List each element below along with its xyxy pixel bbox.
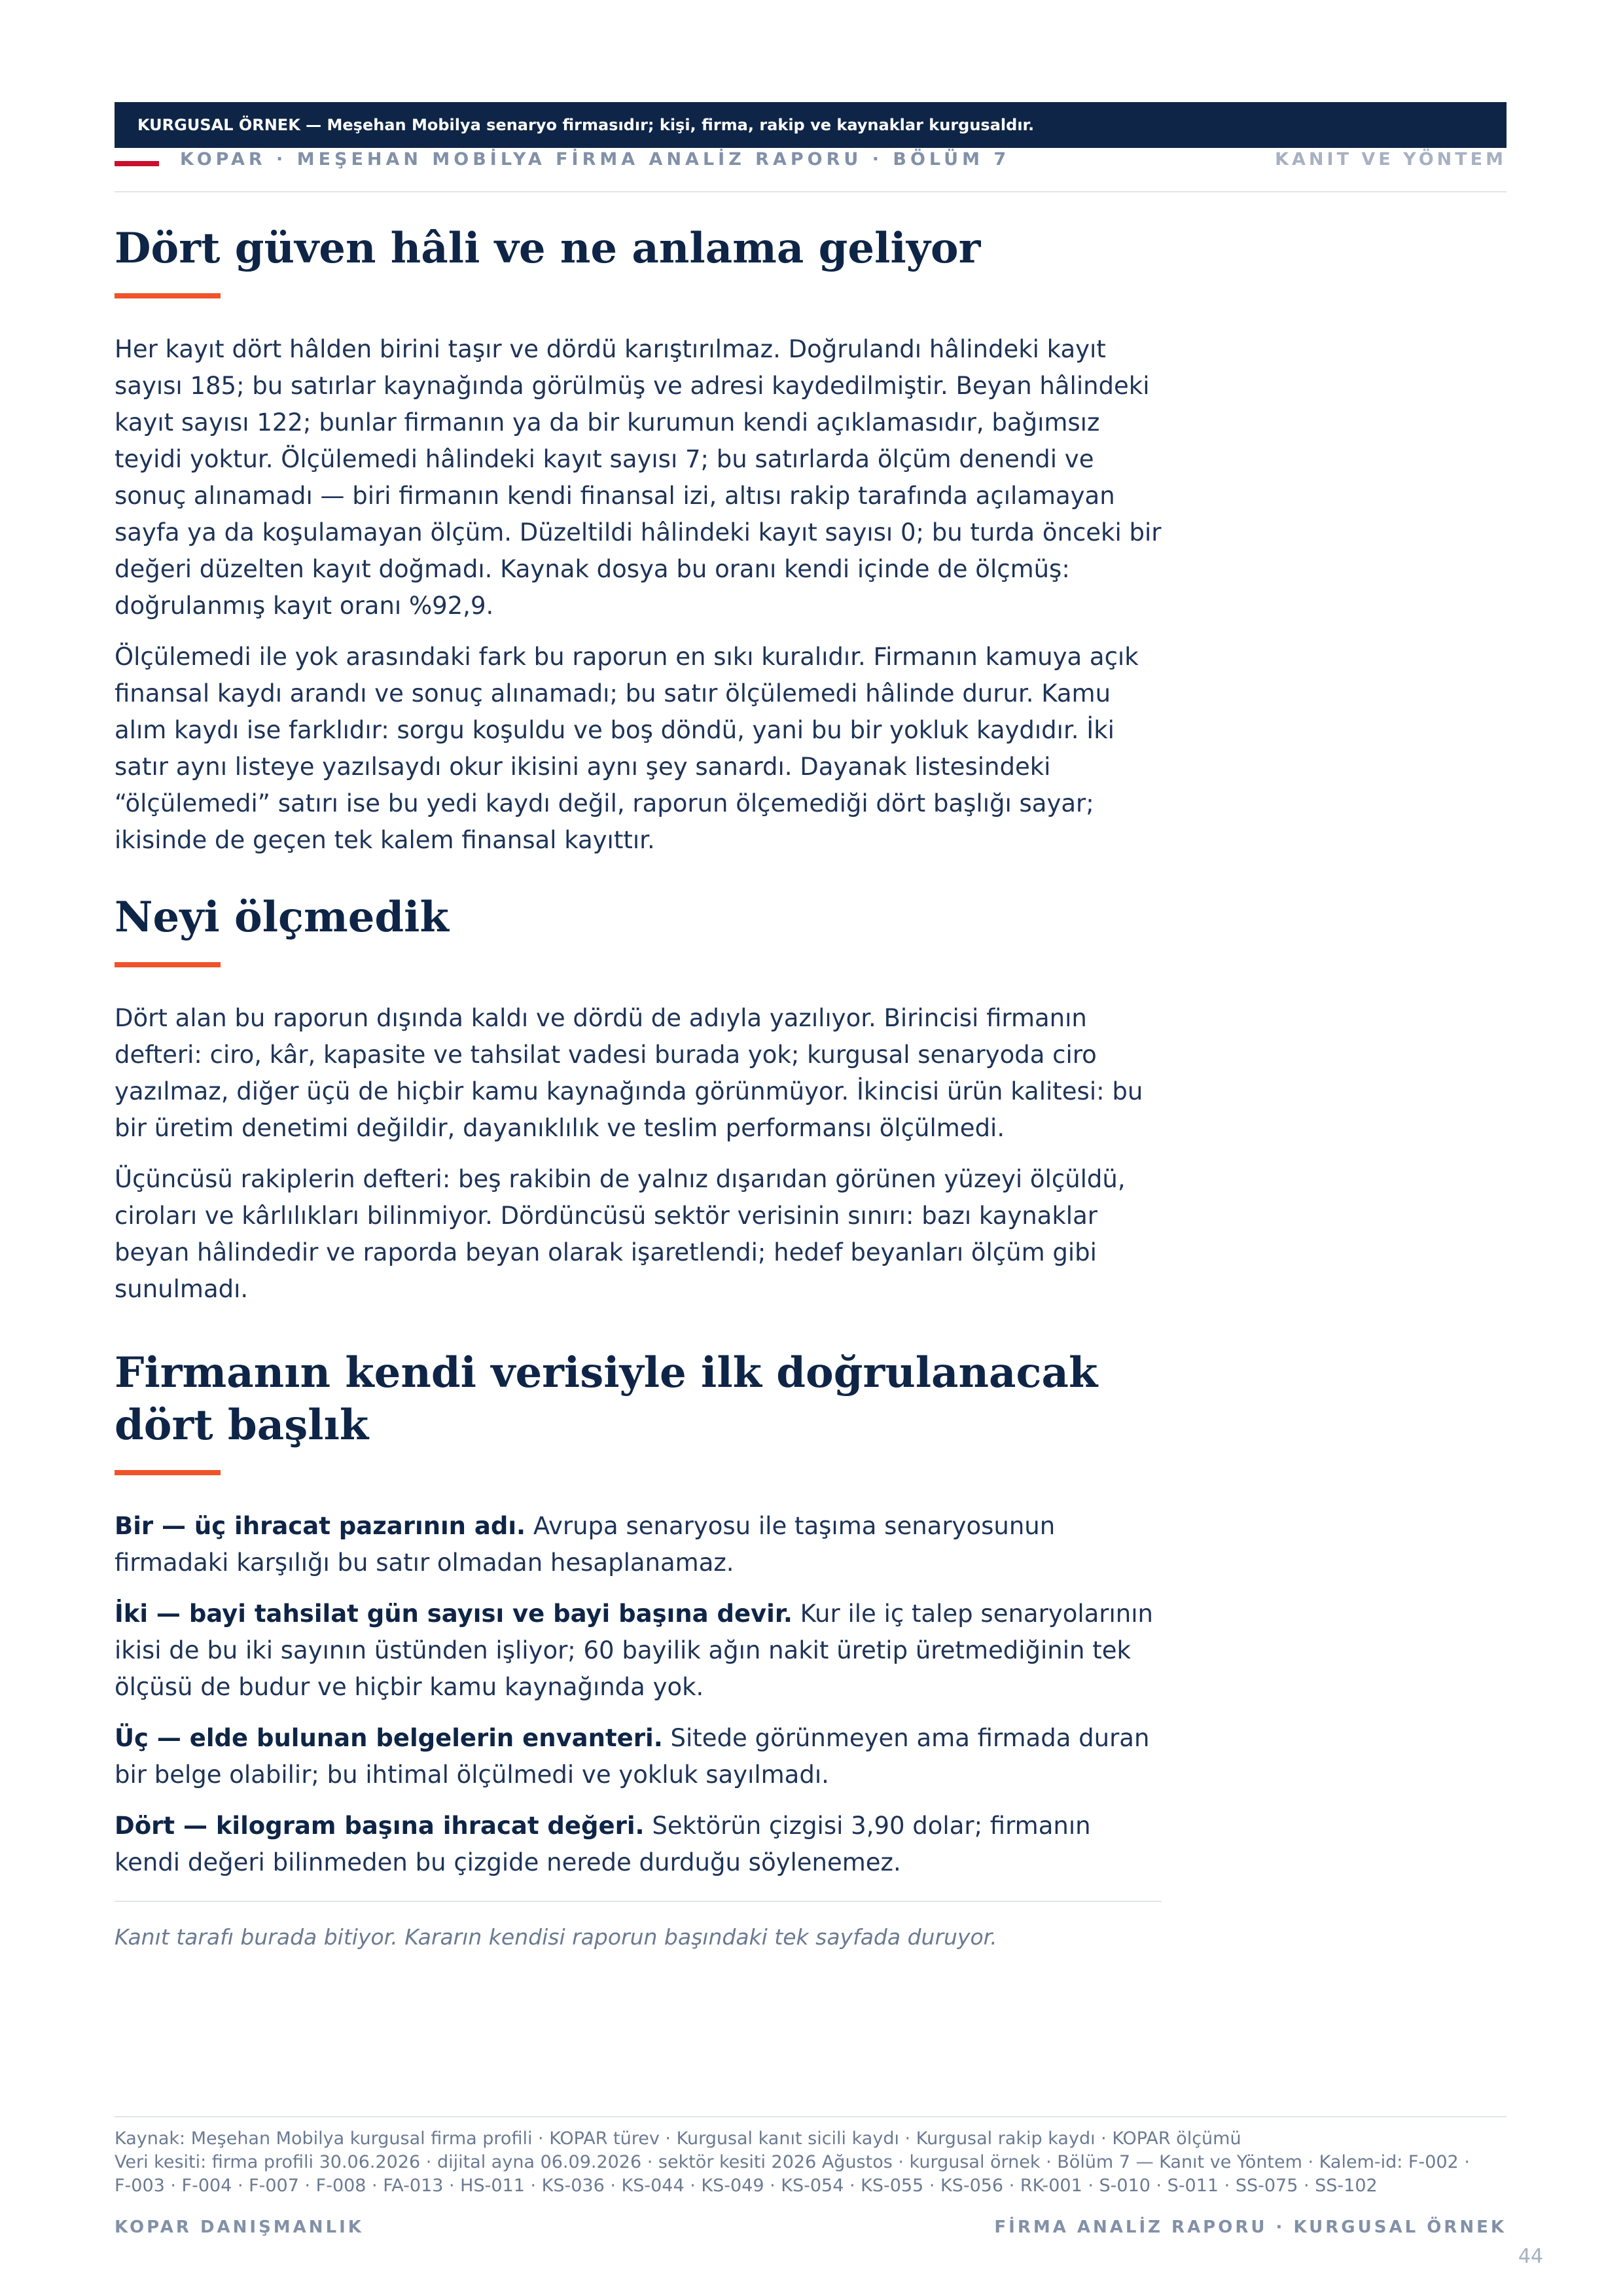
footer-divider xyxy=(115,2116,1507,2117)
item-text: Avrupa senaryosu ile taşıma senaryosunun firmadaki karşılığı bu satır olmadan hesaplanamaz. xyxy=(115,1512,1056,1577)
heading-underline xyxy=(115,293,221,298)
item-lead: Dört — kilogram başına ihracat değeri. xyxy=(115,1812,645,1840)
heading-underline xyxy=(115,962,221,967)
section-heading: Firmanın kendi verisiyle ilk doğrulanacak dört başlık xyxy=(115,1348,1098,1450)
list-item xyxy=(115,1508,1162,1581)
item-lead: İki — bayi tahsilat gün sayısı ve bayi başına devir. xyxy=(115,1600,793,1628)
end-note: Kanıt tarafı burada bitiyor. Kararın kendisi raporun başındaki tek sayfada duruyor. xyxy=(115,1924,997,1950)
footer-report-label: FİRMA ANALİZ RAPORU · KURGUSAL ÖRNEK xyxy=(994,2217,1507,2237)
main-content xyxy=(115,223,1162,1953)
body-paragraph: Her kayıt dört hâlden birini taşır ve dördü karıştırılmaz. Doğrulandı hâlindeki kayıt sayısı 185; bu satırlar kaynağında görülmüş ve adresi kaydedilmiştir. Beyan hâlindeki kayıt sayısı 122; bunlar firmanın ya da bir kurumun kendi açıklamasıdır, bağımsız teyidi yoktur. Ölçülemedi hâlindeki kayıt sayısı 7; bu satırlarda ölçüm denendi ve sonuç alınamadı — biri firmanın kendi finansal izi, altısı rakip tarafında açılamayan sayfa ya da koşulamayan ölçüm. Düzeltildi hâlindeki kayıt sayısı 0; bu turda önceki bir değeri düzelten kayıt doğmadı. Kaynak dosya bu oranı kendi içinde de ölçmüş: doğrulanmış kayıt oranı %92,9. xyxy=(115,335,1162,620)
running-header xyxy=(115,148,1507,192)
page-number: 44 xyxy=(1518,2245,1543,2268)
source-line: Kaynak: Meşehan Mobilya kurgusal firma profili · KOPAR türev · Kurgusal kanıt sicili kaydı · Kurgusal rakip kaydı · KOPAR ölçümü xyxy=(115,2128,1241,2149)
item-text: Sitede görünmeyen ama firmada duran bir belge olabilir; bu ihtimal ölçülmedi ve yokluk sayılmadı. xyxy=(115,1724,1150,1789)
body-paragraph: Üçüncüsü rakiplerin defteri: beş rakibin de yalnız dışarıdan görünen yüzeyi ölçüldü, ciroları ve kârlılıkları bilinmiyor. Dördüncüsü sektör verisinin sınırı: bazı kaynaklar beyan hâlindedir ve raporda beyan olarak işaretlendi; hedef beyanları ölçüm gibi sunulmadı. xyxy=(115,1165,1126,1303)
fiction-banner: KURGUSAL ÖRNEK — Meşehan Mobilya senaryo firmasıdır; kişi, firma, rakip ve kaynaklar kurgusaldır. xyxy=(115,102,1507,148)
running-header-title: KOPAR · MEŞEHAN MOBİLYA FİRMA ANALİZ RAPORU · BÖLÜM 7 xyxy=(180,149,1010,170)
end-divider xyxy=(115,1901,1162,1902)
heading-underline xyxy=(115,1470,221,1475)
section-first-four xyxy=(115,1347,1162,1881)
list-item xyxy=(115,1596,1162,1706)
item-text: Kur ile iç talep senaryolarının ikisi de bu iki sayının üstünden işliyor; 60 bayilik ağın nakit üretip üretmediğinin tek ölçüsü de budur ve hiçbir kamu kaynağında yok. xyxy=(115,1600,1153,1701)
running-header-section: KANIT VE YÖNTEM xyxy=(1275,149,1507,170)
source-line: F-003 · F-004 · F-007 · F-008 · FA-013 · HS-011 · KS-036 · KS-044 · KS-049 · KS-054 · KS-055 · KS-056 · RK-001 · S-010 · S-011 · SS-075 · SS-102 xyxy=(115,2176,1378,2196)
list-item xyxy=(115,1808,1162,1881)
section-heading: Neyi ölçmedik xyxy=(115,893,449,942)
section-not-measured xyxy=(115,891,1162,1308)
body-paragraph: Ölçülemedi ile yok arasındaki fark bu raporun en sıkı kuralıdır. Firmanın kamuya açık finansal kaydı arandı ve sonuç alınamadı; bu satır ölçülemedi hâlinde durur. Kamu alım kaydı ise farklıdır: sorgu koşuldu ve boş döndü, yani bu bir yokluk kaydıdır. İki satır aynı listeye yazılsaydı okur ikisini aynı şey sanardı. Dayanak listesindeki “ölçülemedi” satırı ise bu yedi kaydı değil, raporun ölçemediği dört başlığı sayar; ikisinde de geçen tek kalem finansal kayıttır. xyxy=(115,643,1139,854)
item-lead: Üç — elde bulunan belgelerin envanteri. xyxy=(115,1724,663,1752)
source-line: Veri kesiti: firma profili 30.06.2026 · dijital ayna 06.09.2026 · sektör kesiti 2026 Ağustos · kurgusal örnek · Bölüm 7 — Kanıt ve Yöntem · Kalem-id: F-002 · xyxy=(115,2152,1470,2172)
item-lead: Bir — üç ihracat pazarının adı. xyxy=(115,1512,526,1540)
body-paragraph: Dört alan bu raporun dışında kaldı ve dördü de adıyla yazılıyor. Birincisi firmanın defteri: ciro, kâr, kapasite ve tahsilat vadesi burada yok; kurgusal senaryoda ciro yazılmaz, diğer üçü de hiçbir kamu kaynağında görünmüyor. İkincisi ürün kalitesi: bu bir üretim denetimi değildir, dayanıklılık ve teslim performansı ölçülmedi. xyxy=(115,1004,1143,1142)
list-item xyxy=(115,1720,1162,1793)
red-accent-mark xyxy=(115,161,159,166)
footer-company: KOPAR DANIŞMANLIK xyxy=(115,2217,364,2237)
footer-sources xyxy=(115,2127,1507,2198)
section-heading: Dört güven hâli ve ne anlama geliyor xyxy=(115,224,981,273)
section-trust-states xyxy=(115,223,1162,859)
item-text: Sektörün çizgisi 3,90 dolar; firmanın kendi değeri bilinmeden bu çizgide nerede durduğu söylenemez. xyxy=(115,1812,1091,1876)
